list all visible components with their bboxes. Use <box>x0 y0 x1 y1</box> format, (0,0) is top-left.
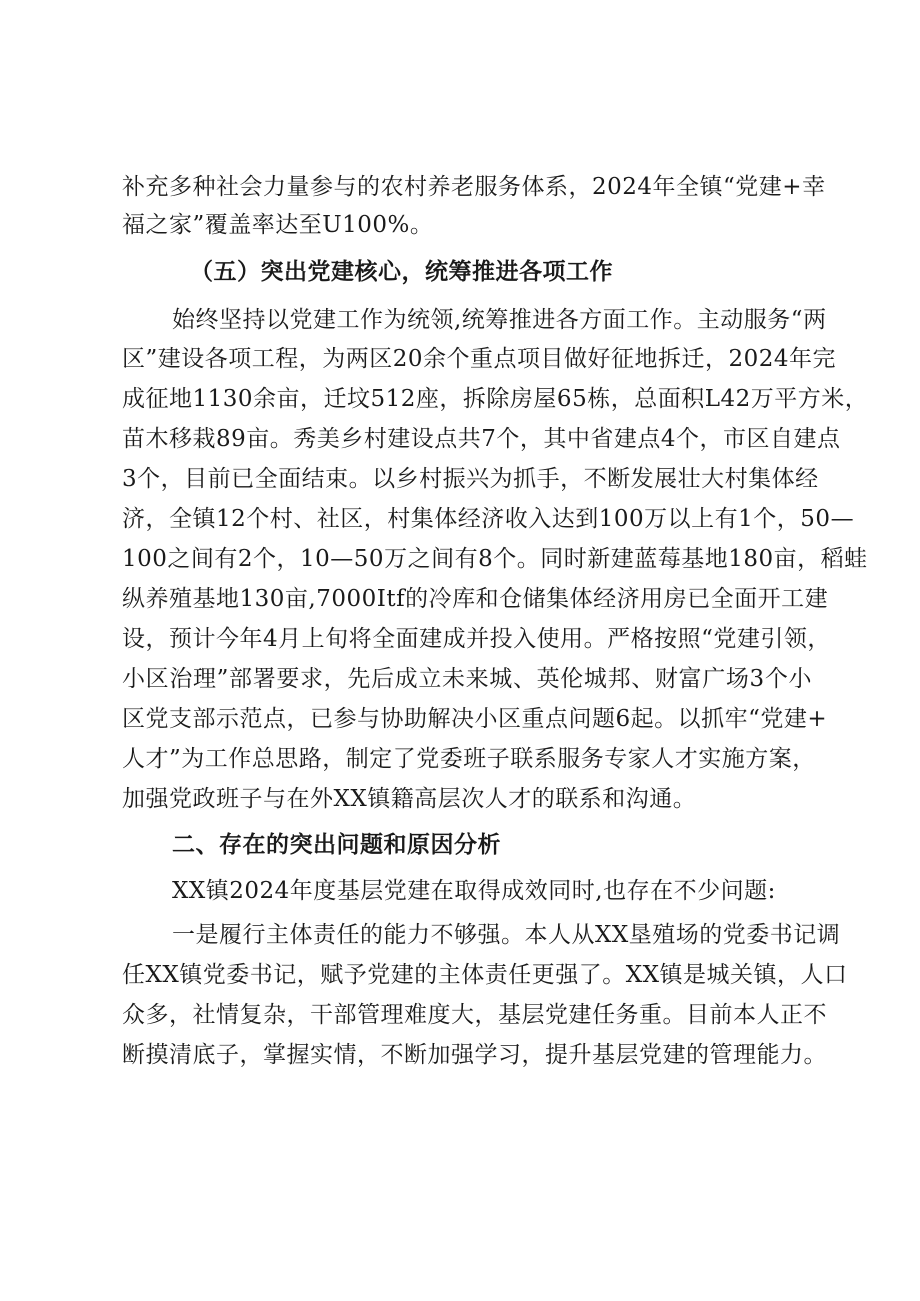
section-heading: （五）突出党建核心，统筹推进各项工作 <box>190 258 613 285</box>
paragraph-line: 人才”为工作总思路，制定了党委班子联系服务专家人才实施方案， <box>122 746 816 772</box>
paragraph-line: 成征地1130余亩，迁坟512座，拆除房屋65栋，总面积L42万平方米， <box>122 386 869 412</box>
paragraph-line: 补充多种社会力量参与的农村养老服务体系，2024年全镇“党建+幸 <box>122 174 826 200</box>
paragraph-line: 福之家”覆盖率达至U100%。 <box>122 212 434 238</box>
paragraph-line: 断摸清底子，掌握实情，不断加强学习，提升基层党建的管理能力。 <box>122 1042 827 1068</box>
paragraph-line: 济，全镇12个村、社区，村集体经济收入达到100万以上有1个，50— <box>122 506 855 532</box>
paragraph-line: 始终坚持以党建工作为统领,统筹推进各方面工作。主动服务“两 <box>172 307 827 333</box>
paragraph-line: 区”建设各项工程，为两区20余个重点项目做好征地拆迁，2024年完 <box>122 346 837 372</box>
section-heading: 二、存在的突出问题和原因分析 <box>172 831 501 858</box>
paragraph-line: 苗木移栽89亩。秀美乡村建设点共7个，其中省建点4个，市区自建点 <box>122 426 841 452</box>
paragraph-line: 3个，目前已全面结束。以乡村振兴为抓手，不断发展壮大村集体经 <box>122 466 819 492</box>
paragraph-line: 小区治理”部署要求，先后成立未来城、英伦城邦、财富广场3个小 <box>122 666 812 692</box>
paragraph-line: 区党支部示范点，已参与协助解决小区重点问题6起。以抓牢“党建+ <box>122 706 828 732</box>
paragraph-line: 加强党政班子与在外XX镇籍高层次人才的联系和沟通。 <box>122 786 697 812</box>
paragraph-line: XX镇2024年度基层党建在取得成效同时,也存在不少问题: <box>172 878 776 904</box>
paragraph-line: 纵养殖基地130亩,7000Itf的冷库和仓储集体经济用房已全面开工建 <box>122 586 829 612</box>
paragraph-line: 100之间有2个，10—50万之间有8个。同时新建蓝莓基地180亩，稻蛙 <box>122 546 868 572</box>
paragraph-line: 一是履行主体责任的能力不够强。本人从XX垦殖场的党委书记调 <box>172 922 841 948</box>
paragraph-line: 任XX镇党委书记，赋予党建的主体责任更强了。XX镇是城关镇，人口 <box>122 962 848 988</box>
paragraph-line: 设，预计今年4月上旬将全面建成并投入使用。严格按照“党建引领， <box>122 626 831 652</box>
paragraph-line: 众多，社情复杂，干部管理难度大，基层党建任务重。目前本人正不 <box>122 1002 827 1028</box>
